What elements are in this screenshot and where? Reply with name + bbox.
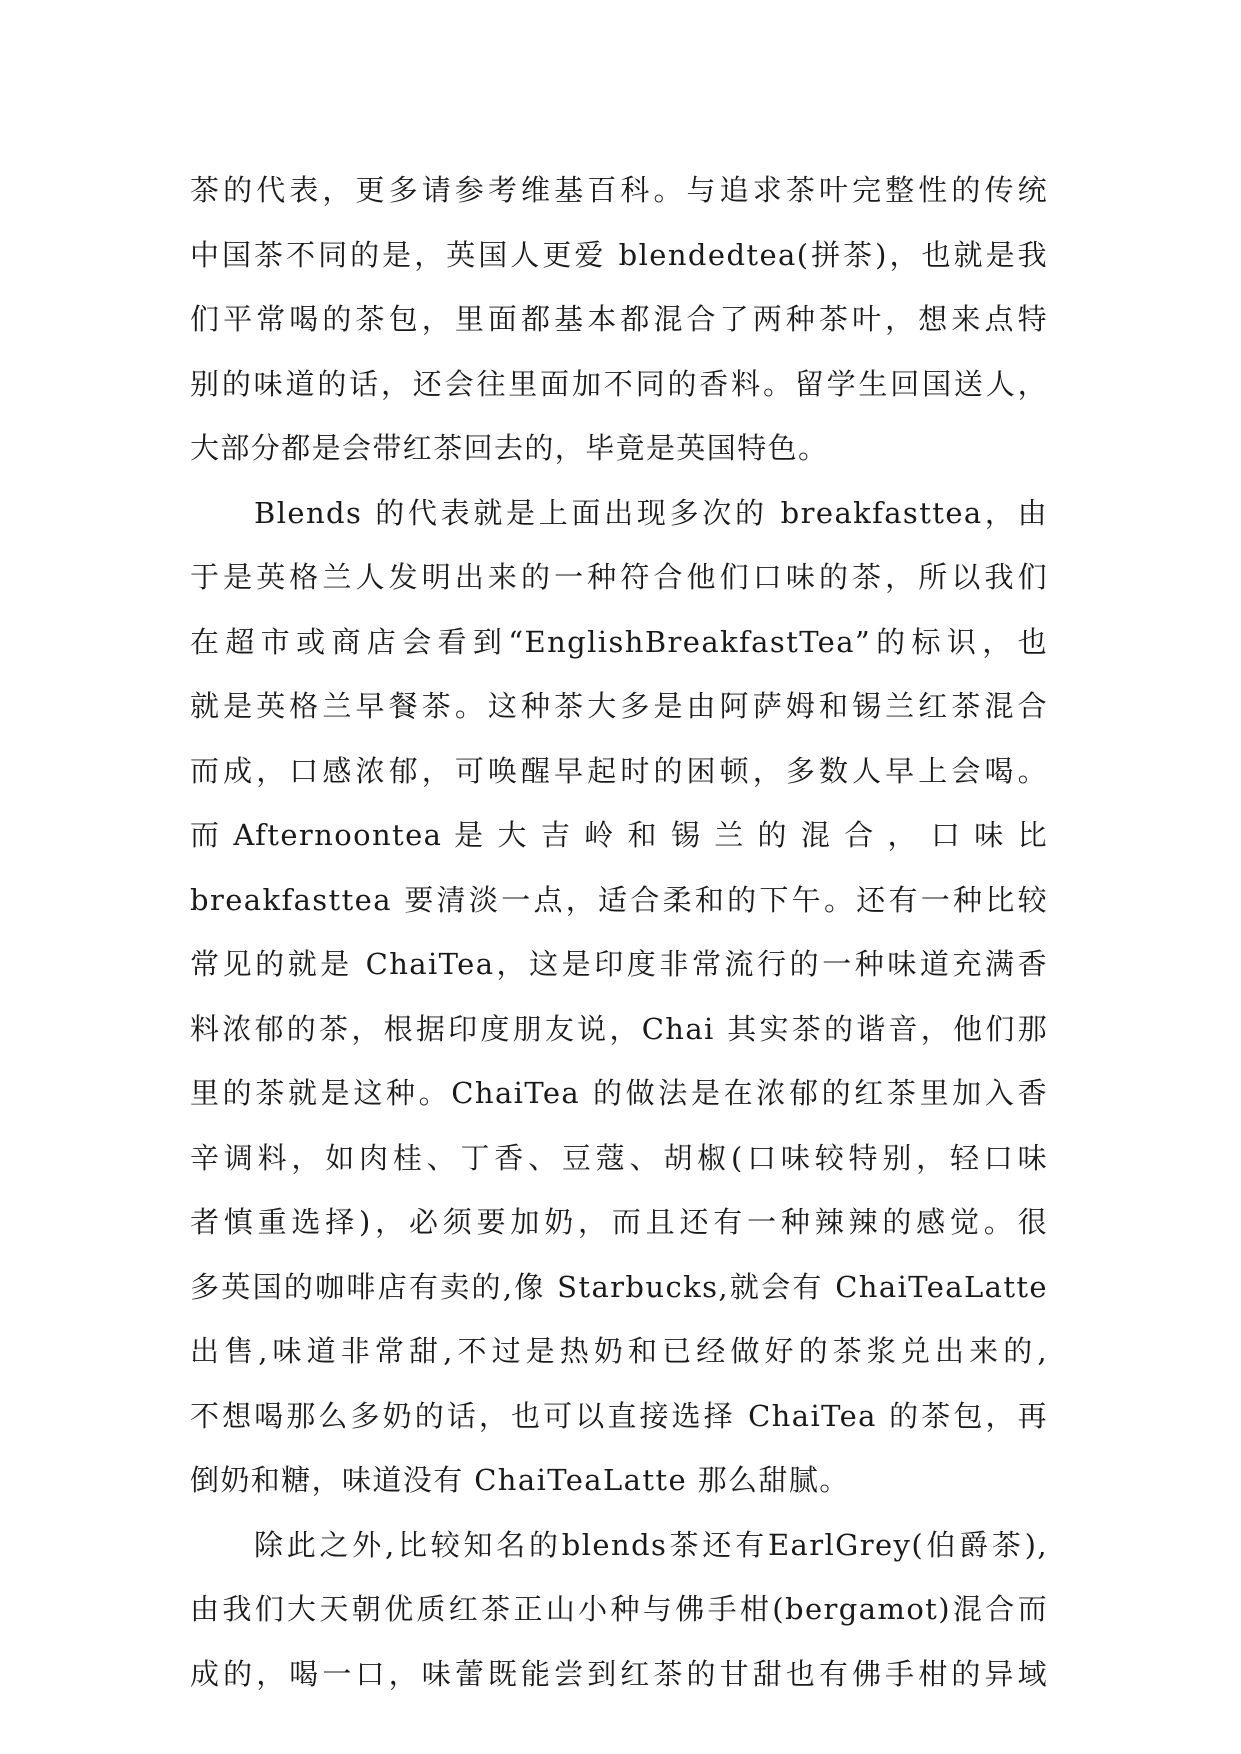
text-line: 大部分都是会带红茶回去的，毕竟是英国特色。 (190, 431, 829, 465)
text-line: 而成，口感浓郁，可唤醒早起时的困顿，多数人早上会喝。 (190, 753, 1048, 788)
text-line: 常见的就是 ChaiTea，这是印度非常流行的一种味道充满香 (190, 947, 1048, 981)
text-line: 者慎重选择)，必须要加奶，而且还有一种辣辣的感觉。很 (190, 1205, 1048, 1239)
text-line: 不想喝那么多奶的话，也可以直接选择 ChaiTea 的茶包，再 (190, 1398, 1048, 1433)
body-text (190, 158, 1048, 1706)
text-line: 中国茶不同的是，英国人更爱 blendedtea(拼茶)，也就是我 (190, 237, 1048, 272)
text-line: Blends 的代表就是上面出现多次的 breakfasttea，由 (254, 495, 1048, 530)
text-line: 就是英格兰早餐茶。这种茶大多是由阿萨姆和锡兰红茶混合 (190, 689, 1048, 723)
text-line: breakfasttea 要清淡一点，适合柔和的下午。还有一种比较 (190, 882, 1048, 917)
text-line: 出售,味道非常甜,不过是热奶和已经做好的茶浆兑出来的, (190, 1334, 1048, 1368)
text-line: 们平常喝的茶包，里面都基本都混合了两种茶叶，想来点特 (190, 302, 1048, 336)
text-line: 多英国的咖啡店有卖的,像 Starbucks,就会有 ChaiTeaLatte (190, 1269, 1048, 1304)
text-line: 里的茶就是这种。ChaiTea 的做法是在浓郁的红茶里加入香 (190, 1076, 1048, 1110)
text-line: 茶的代表，更多请参考维基百科。与追求茶叶完整性的传统 (190, 173, 1048, 207)
text-line: 而 Afternoontea 是 大 吉 岭 和 锡 兰 的 混 合 ， 口 味 比 (190, 818, 1048, 852)
text-line: 成的，喝一口，味蕾既能尝到红茶的甘甜也有佛手柑的异域 (190, 1656, 1048, 1691)
text-line: 料浓郁的茶，根据印度朋友说，Chai 其实茶的谐音，他们那 (190, 1011, 1048, 1046)
text-line: 倒奶和糖，味道没有 ChaiTeaLatte 那么甜腻。 (190, 1463, 850, 1497)
text-line: 辛调料，如肉桂、丁香、豆蔻、胡椒(口味较特别，轻口味 (190, 1140, 1048, 1175)
text-line: 在超市或商店会看到“EnglishBreakfastTea”的标识，也 (190, 624, 1048, 659)
text-line: 由我们大天朝优质红茶正山小种与佛手柑(bergamot)混合而 (190, 1592, 1048, 1626)
text-line: 除此之外,比较知名的blends茶还有EarlGrey(伯爵茶), (254, 1527, 1048, 1562)
text-line: 于是英格兰人发明出来的一种符合他们口味的茶，所以我们 (190, 560, 1048, 594)
text-line: 别的味道的话，还会往里面加不同的香料。留学生回国送人， (190, 366, 1048, 401)
